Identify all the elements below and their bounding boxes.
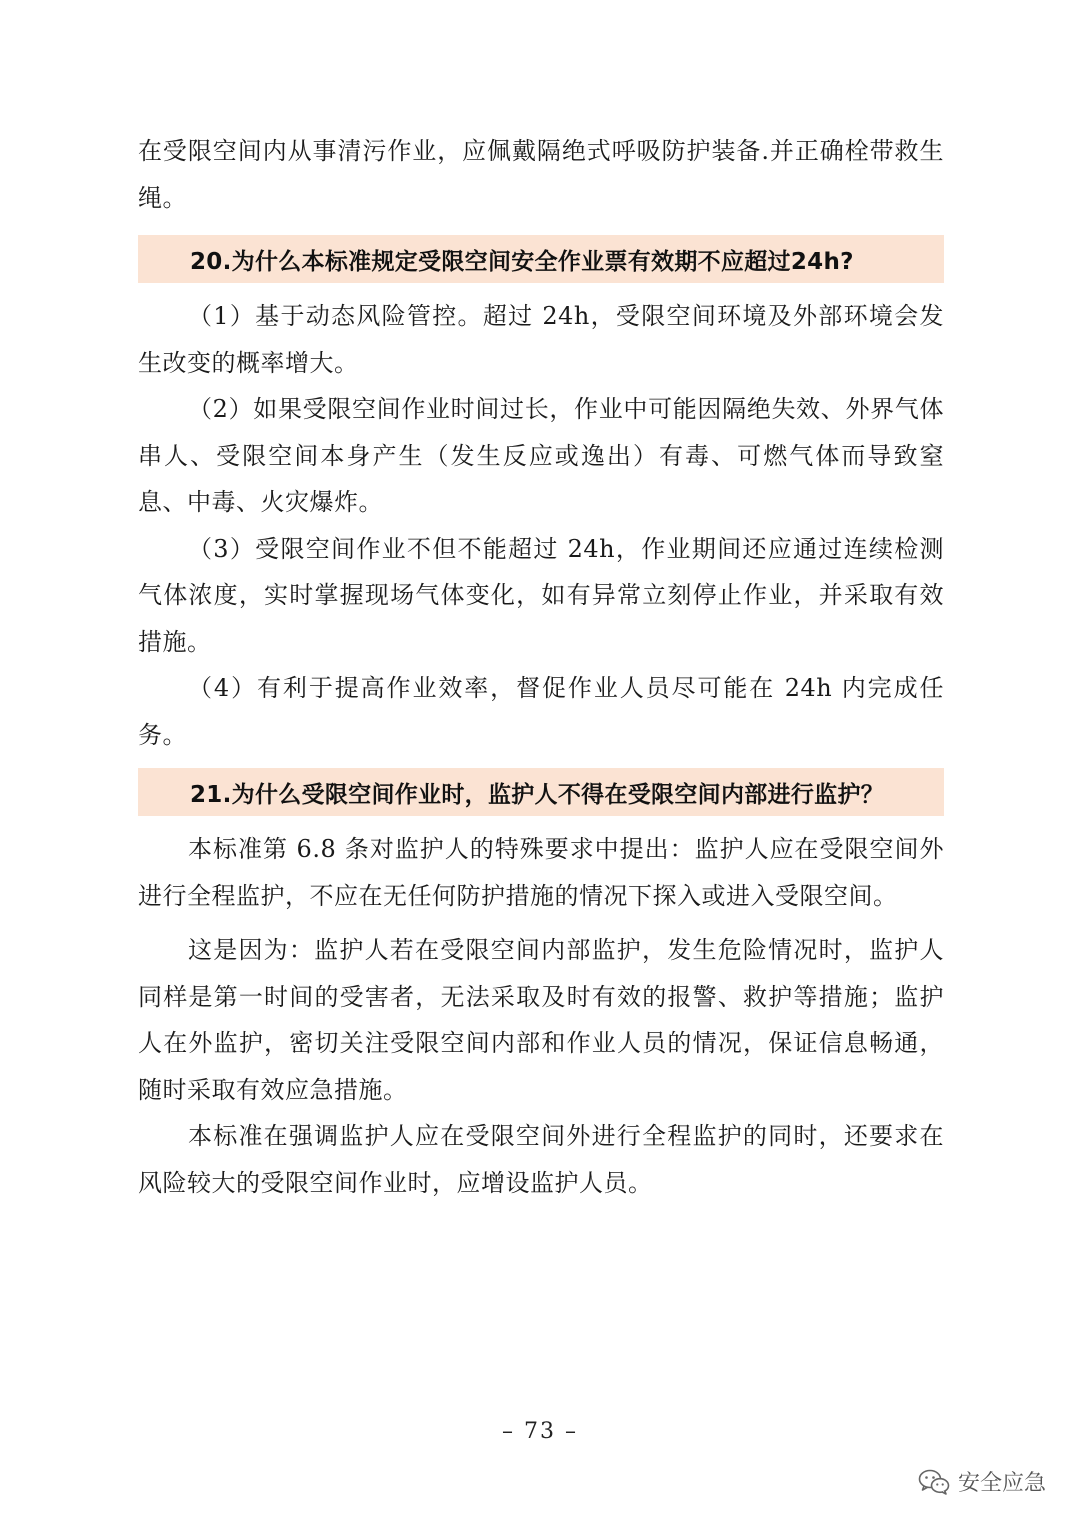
question-21-title: 21.为什么受限空间作业时，监护人不得在受限空间内部进行监护？ <box>190 781 885 808</box>
answer-20-item-3: （3）受限空间作业不但不能超过 24h，作业期间还应通过连续检测气体浓度，实时掌握现场气体变化，如有异常立刻停止作业，并采取有效措施。 <box>138 534 944 656</box>
watermark-text: 安全应急 <box>957 1471 1046 1496</box>
answer-21-paragraph-2: 这是因为：监护人若在受限空间内部监护，发生危险情况时，监护人同样是第一时间的受害者，无法采取及时有效的报警、救护等措施；监护人在外监护，密切关注受限空间内部和作业人员的情况，保证信息畅通，随时采取有效应急措施。 <box>138 936 944 1104</box>
page-content <box>138 128 944 1206</box>
answer-21-paragraph-3: 本标准在强调监护人应在受限空间外进行全程监护的同时，还要求在风险较大的受限空间作业时，应增设监护人员。 <box>138 1122 944 1197</box>
page-number: – 73 – <box>502 1419 578 1444</box>
wechat-icon <box>918 1468 950 1496</box>
question-20-box <box>138 235 944 283</box>
intro-paragraph: 在受限空间内从事清污作业，应佩戴隔绝式呼吸防护装备.并正确栓带救生绳。 <box>138 137 944 212</box>
watermark <box>918 1466 1046 1497</box>
answer-20-item-4: （4）有利于提高作业效率，督促作业人员尽可能在 24h 内完成任务。 <box>138 674 944 749</box>
answer-21-paragraph-1: 本标准第 6.8 条对监护人的特殊要求中提出：监护人应在受限空间外进行全程监护，不应在无任何防护措施的情况下探入或进入受限空间。 <box>138 835 944 910</box>
question-20-title: 20.为什么本标准规定受限空间安全作业票有效期不应超过24h? <box>190 248 854 275</box>
answer-20-item-1: （1）基于动态风险管控。超过 24h，受限空间环境及外部环境会发生改变的概率增大。 <box>138 302 944 377</box>
question-21-box <box>138 768 944 816</box>
answer-20-item-2: （2）如果受限空间作业时间过长，作业中可能因隔绝失效、外界气体串人、受限空间本身产生（发生反应或逸出）有毒、可燃气体而导致窒息、中毒、火灾爆炸。 <box>138 395 944 516</box>
